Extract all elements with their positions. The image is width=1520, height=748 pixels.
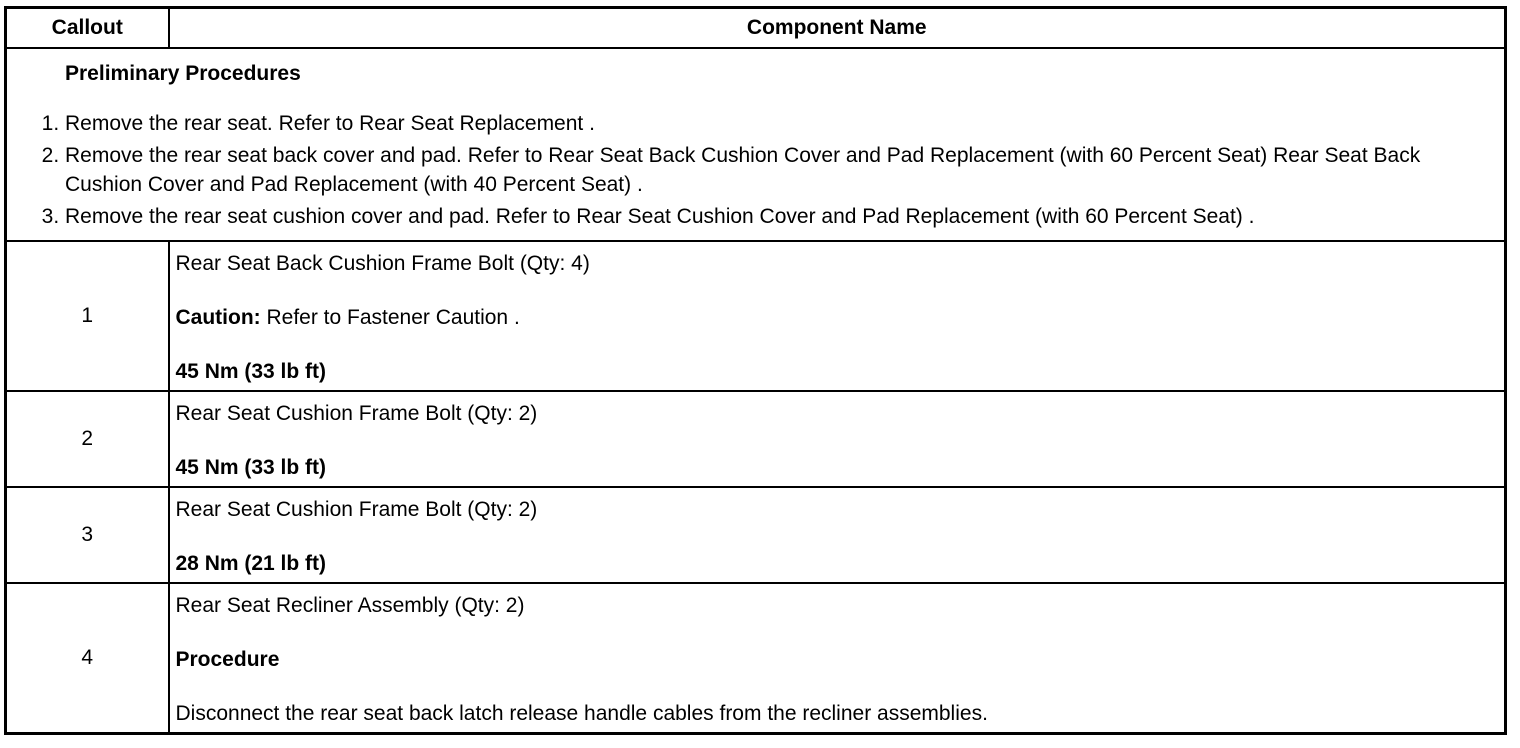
component-cell	[169, 391, 1506, 487]
callout-number: 2	[6, 391, 169, 487]
component-name: Rear Seat Cushion Frame Bolt (Qty: 2)	[175, 402, 538, 425]
header-component-name: Component Name	[169, 8, 1506, 49]
procedure-text: Disconnect the rear seat back latch release handle cables from the recliner assemblies.	[175, 702, 988, 725]
preliminary-cell	[6, 48, 1506, 241]
torque-spec: 45 Nm (33 lb ft)	[175, 360, 327, 383]
table-row	[6, 241, 1506, 391]
preliminary-step: 1. Remove the rear seat. Refer to Rear Seat Replacement .	[65, 109, 1494, 138]
callout-number: 4	[6, 583, 169, 734]
torque-spec: 45 Nm (33 lb ft)	[175, 456, 327, 479]
preliminary-steps	[29, 109, 1494, 231]
component-cell	[169, 487, 1506, 583]
callout-number: 3	[6, 487, 169, 583]
preliminary-step: 2. Remove the rear seat back cover and pad. Refer to Rear Seat Back Cushion Cover and Pad Replacement (with 60 Percent Seat) Rear Seat Back Cushion Cover and Pad Replacement (with 40 Percent Seat) .	[65, 141, 1494, 199]
table-header-row	[6, 8, 1506, 49]
component-cell	[169, 583, 1506, 734]
preliminary-step: 3. Remove the rear seat cushion cover and pad. Refer to Rear Seat Cushion Cover and Pad Replacement (with 60 Percent Seat) .	[65, 202, 1494, 231]
component-name: Rear Seat Recliner Assembly (Qty: 2)	[175, 594, 525, 617]
procedure-label: Procedure	[175, 648, 280, 671]
component-name: Rear Seat Back Cushion Frame Bolt (Qty: 4)	[175, 252, 590, 275]
torque-spec: 28 Nm (21 lb ft)	[175, 552, 327, 575]
caution-label: Caution:	[175, 306, 261, 329]
component-cell	[169, 241, 1506, 391]
table-row	[6, 583, 1506, 734]
component-table	[4, 6, 1507, 735]
table-row	[6, 487, 1506, 583]
header-callout: Callout	[6, 8, 169, 49]
component-name: Rear Seat Cushion Frame Bolt (Qty: 2)	[175, 498, 538, 521]
caution-text: Refer to Fastener Caution .	[260, 306, 520, 329]
caution-note	[176, 304, 1499, 332]
table-row	[6, 391, 1506, 487]
callout-number: 1	[6, 241, 169, 391]
preliminary-row	[6, 48, 1506, 241]
preliminary-title: Preliminary Procedures	[65, 62, 301, 85]
